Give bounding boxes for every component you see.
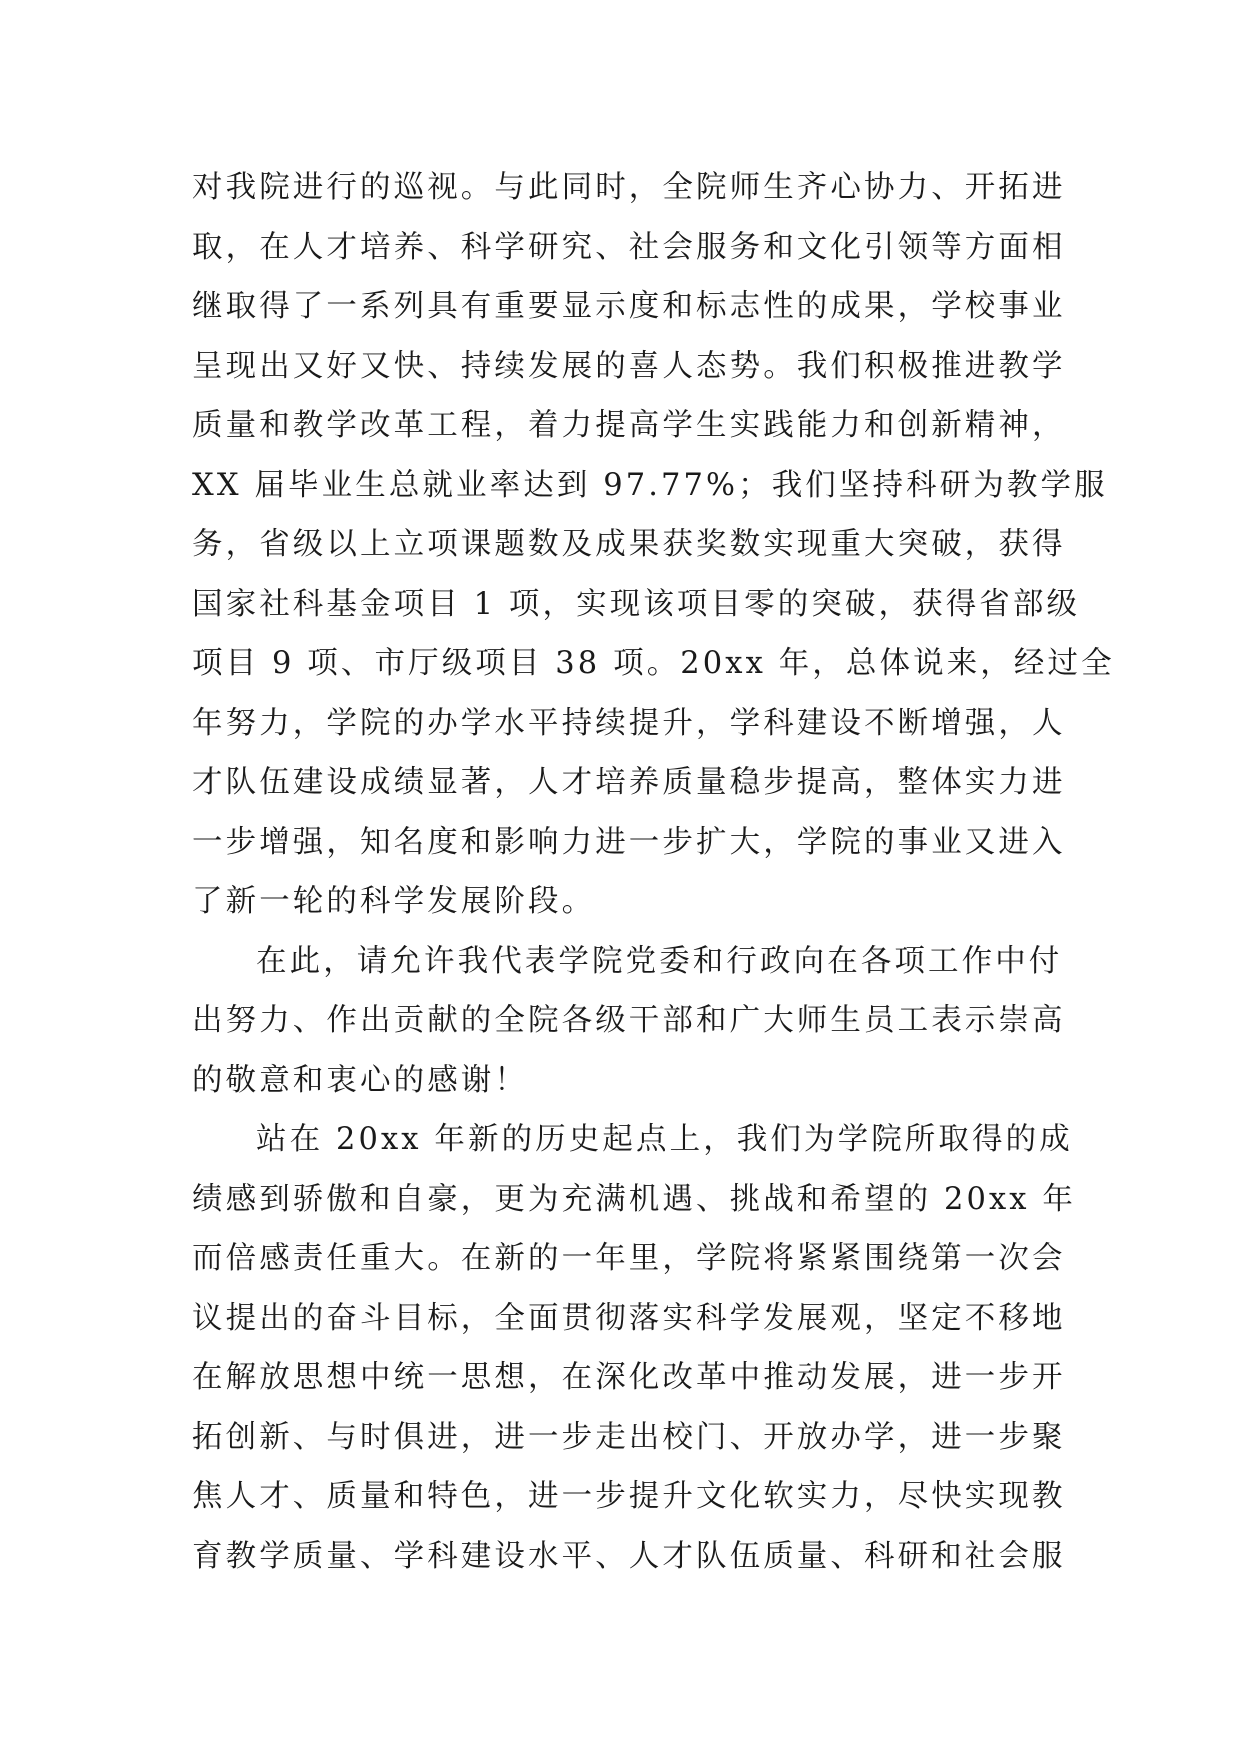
paragraph-outlook [192, 1110, 1077, 1586]
text-line: 议提出的奋斗目标，全面贯彻落实科学发展观，坚定不移地 [192, 1300, 1066, 1336]
text-line: 在解放思想中统一思想，在深化改革中推动发展，进一步开 [192, 1360, 1066, 1395]
text-line: 质量和教学改革工程，着力提高学生实践能力和创新精神， [192, 408, 1066, 443]
text-line: 年努力，学院的办学水平持续提升，学科建设不断增强，人 [192, 705, 1066, 741]
text-line: 取，在人才培养、科学研究、社会服务和文化引领等方面相 [192, 229, 1066, 265]
paragraph-gratitude [192, 932, 1066, 1111]
text-line: 继取得了一系列具有重要显示度和标志性的成果，学校事业 [192, 289, 1066, 324]
paragraph-achievements [192, 158, 1115, 932]
text-line: 育教学质量、学科建设水平、人才队伍质量、科研和社会服 [192, 1538, 1066, 1574]
text-line: 国家社科基金项目 1 项，实现该项目零的突破，获得省部级 [192, 586, 1081, 622]
text-line: 一步增强，知名度和影响力进一步扩大，学院的事业又进入 [192, 824, 1066, 860]
text-line: 务，省级以上立项课题数及成果获奖数实现重大突破，获得 [192, 527, 1066, 562]
text-line: 拓创新、与时俱进，进一步走出校门、开放办学，进一步聚 [192, 1419, 1066, 1455]
text-line: 了新一轮的科学发展阶段。 [192, 884, 596, 919]
text-line: 对我院进行的巡视。与此同时，全院师生齐心协力、开拓进 [192, 170, 1066, 205]
text-line: XX 届毕业生总就业率达到 97.77%；我们坚持科研为教学服 [192, 467, 1108, 503]
text-line: 而倍感责任重大。在新的一年里，学院将紧紧围绕第一次会 [192, 1241, 1066, 1276]
document-body [192, 158, 1115, 1586]
text-line: 在此，请允许我代表学院党委和行政向在各项工作中付 [256, 943, 1063, 979]
text-line: 站在 20xx 年新的历史起点上，我们为学院所取得的成 [256, 1122, 1073, 1157]
text-line: 出努力、作出贡献的全院各级干部和广大师生员工表示崇高 [192, 1003, 1066, 1038]
text-line: 呈现出又好又快、持续发展的喜人态势。我们积极推进教学 [192, 348, 1066, 384]
text-line: 的敬意和衷心的感谢！ [192, 1062, 528, 1098]
text-line: 才队伍建设成绩显著，人才培养质量稳步提高，整体实力进 [192, 765, 1066, 800]
text-line: 绩感到骄傲和自豪，更为充满机遇、挑战和希望的 20xx 年 [192, 1181, 1077, 1217]
text-line: 焦人才、质量和特色，进一步提升文化软实力，尽快实现教 [192, 1479, 1066, 1514]
text-line: 项目 9 项、市厅级项目 38 项。20xx 年，总体说来，经过全 [192, 646, 1115, 681]
